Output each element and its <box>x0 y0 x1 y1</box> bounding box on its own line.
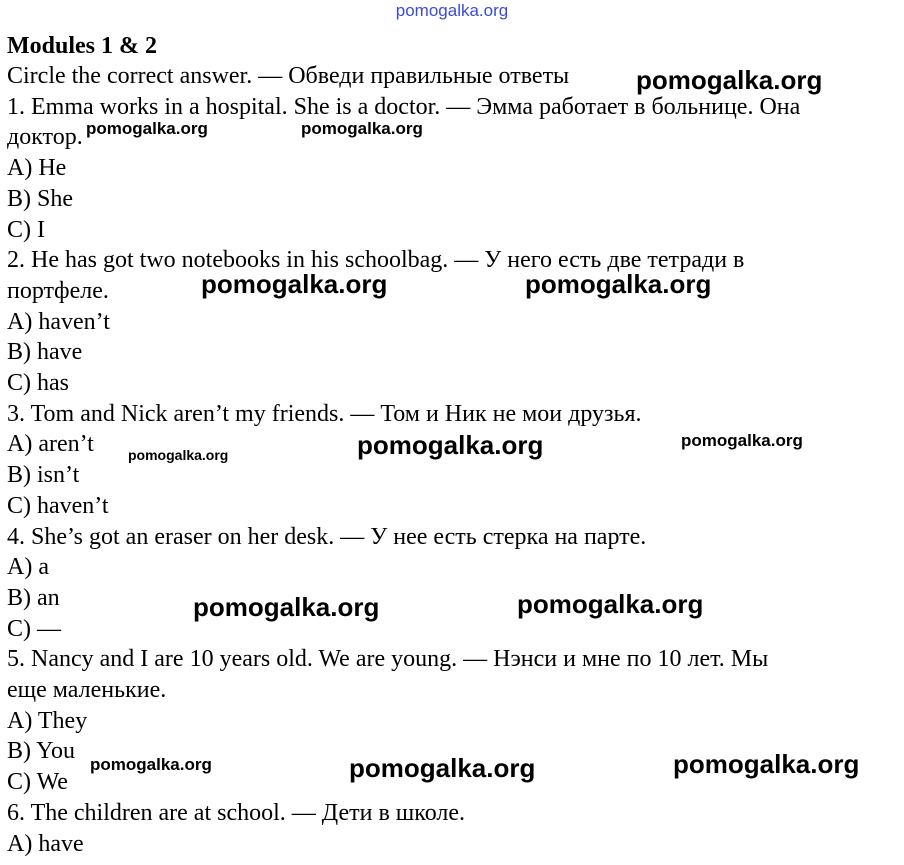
question-2: 2. He has got two notebooks in his schoolbag. — У него есть две тетради в <box>7 247 745 274</box>
answer-5a: A) They <box>7 707 88 734</box>
answer-4c: C) — <box>7 615 61 642</box>
answer-1b: B) She <box>7 185 73 212</box>
question-4: 4. She’s got an eraser on her desk. — У нее есть стерка на парте. <box>7 523 647 550</box>
answer-5b: B) You <box>7 738 76 765</box>
answer-3b: B) isn’t <box>7 462 80 489</box>
watermark: pomogalka.org <box>517 589 704 619</box>
watermark: pomogalka.org <box>636 65 823 95</box>
watermark: pomogalka.org <box>86 119 208 138</box>
watermark: pomogalka.org <box>301 119 423 138</box>
answer-2b: B) have <box>7 339 83 366</box>
watermark: pomogalka.org <box>193 592 380 622</box>
question-6: 6. The children are at school. — Дети в школе. <box>7 799 466 826</box>
watermark: pomogalka.org <box>357 430 544 460</box>
instruction-line: Circle the correct answer. — Обведи правильные ответы <box>7 63 570 89</box>
question-5-continued: еще маленькие. <box>7 677 167 704</box>
answer-6a: A) have <box>7 830 84 857</box>
answer-3c: C) haven’t <box>7 492 109 519</box>
watermark: pomogalka.org <box>525 269 712 299</box>
answer-1a: A) He <box>7 155 67 182</box>
answer-4a: A) a <box>7 554 49 581</box>
watermark: pomogalka.org <box>681 431 803 450</box>
watermark: pomogalka.org <box>349 753 536 783</box>
answer-2a: A) haven’t <box>7 308 110 335</box>
question-2-continued: портфеле. <box>7 277 109 304</box>
question-5: 5. Nancy and I are 10 years old. We are young. — Нэнси и мне по 10 лет. Мы <box>7 646 769 673</box>
page-title: Modules 1 & 2 <box>7 33 157 59</box>
watermark: pomogalka.org <box>90 755 212 774</box>
answer-2c: C) has <box>7 370 69 397</box>
top-watermark: pomogalka.org <box>395 1 509 20</box>
question-1: 1. Emma works in a hospital. She is a doctor. — Эмма работает в больнице. Она <box>7 93 801 120</box>
question-1-continued: доктор. <box>7 124 83 151</box>
watermark: pomogalka.org <box>201 269 388 299</box>
answer-4b: B) an <box>7 584 60 611</box>
question-3: 3. Tom and Nick aren’t my friends. — Том и Ник не мои друзья. <box>7 400 642 427</box>
answer-3a: A) aren’t <box>7 431 94 458</box>
watermark: pomogalka.org <box>128 447 229 463</box>
answer-5c: C) We <box>7 769 68 796</box>
watermark: pomogalka.org <box>673 749 860 779</box>
answer-1c: C) I <box>7 216 45 243</box>
